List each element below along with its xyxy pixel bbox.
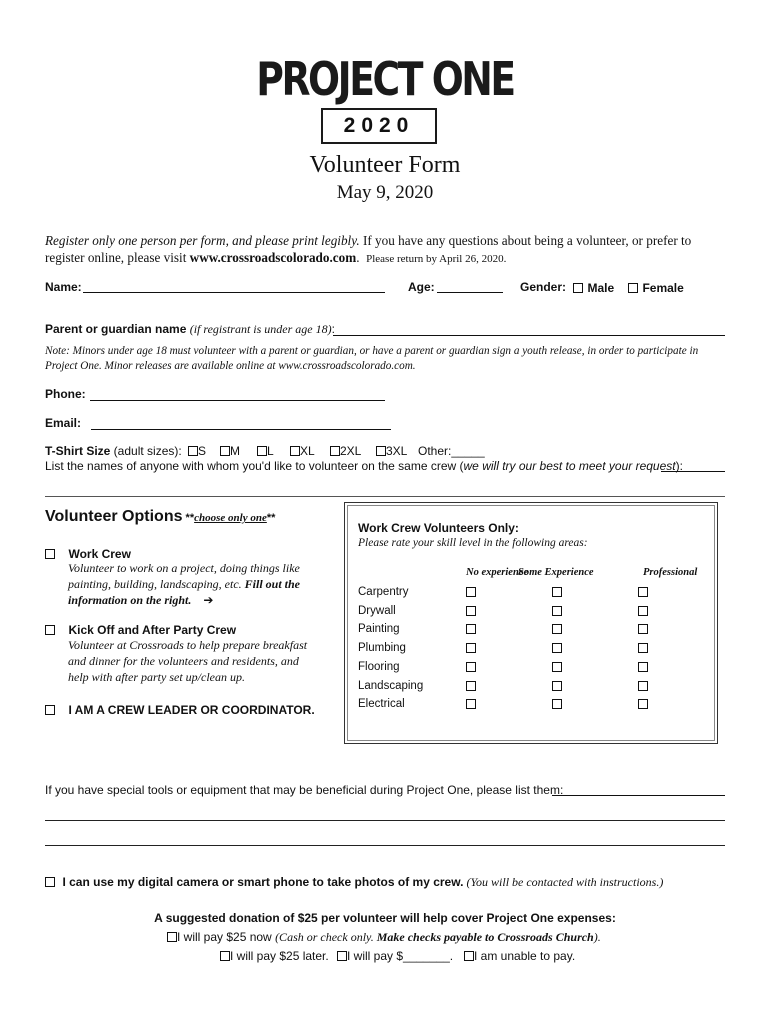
leader-option[interactable] — [45, 701, 315, 719]
age-label: Age: — [408, 280, 435, 294]
pay-later-option[interactable] — [220, 949, 329, 963]
intro-italic: Register only one person per form, and please print legibly. — [45, 233, 360, 248]
options-stars-end: ** — [266, 512, 276, 524]
event-date: May 9, 2020 — [336, 182, 434, 203]
list-names-field[interactable] — [661, 458, 725, 472]
male-checkbox[interactable] — [573, 283, 583, 293]
unable-to-pay-label: I am unable to pay. — [474, 949, 576, 963]
choose-one-text: choose only one — [194, 512, 267, 524]
pay-later-checkbox[interactable] — [220, 951, 230, 961]
size-3xl-checkbox[interactable] — [376, 446, 386, 456]
leader-label: I AM A CREW LEADER OR COORDINATOR. — [68, 703, 315, 717]
return-note: Please return by April 26, 2020. — [366, 253, 507, 265]
website-link[interactable]: www.crossroadscolorado.com — [189, 250, 357, 265]
kickoff-checkbox[interactable] — [45, 625, 55, 635]
size-m-checkbox[interactable] — [220, 446, 230, 456]
male-label: Male — [587, 281, 615, 295]
camera-checkbox[interactable] — [45, 877, 55, 887]
parent-field[interactable] — [333, 321, 725, 336]
size-2xl-option[interactable] — [330, 444, 361, 458]
email-label: Email: — [45, 416, 82, 430]
skill-label-plumbing: Plumbing — [358, 642, 406, 655]
tools-field-1[interactable] — [552, 781, 725, 796]
skill-carpentry-some-experience-checkbox[interactable] — [552, 587, 562, 597]
intro-period: . — [356, 250, 360, 265]
size-s-checkbox[interactable] — [188, 446, 198, 456]
donation-heading: A suggested donation of $25 per volunteer will help cover Project One expenses: — [154, 911, 616, 925]
tools-label: If you have special tools or equipment that may be beneficial during Project One, please list them: — [45, 783, 564, 797]
unable-to-pay-option[interactable] — [464, 949, 575, 963]
list-names-end: ): — [675, 459, 683, 473]
parent-label: Parent or guardian name — [45, 322, 187, 336]
size-xl-option[interactable] — [290, 444, 315, 458]
parent-colon: : — [331, 322, 335, 336]
skill-landscaping-professional-checkbox[interactable] — [638, 681, 648, 691]
name-label: Name: — [45, 280, 82, 294]
email-field[interactable] — [91, 415, 391, 430]
skill-landscaping-no-experience-checkbox[interactable] — [466, 681, 476, 691]
size-m-label: M — [230, 444, 240, 458]
female-checkbox[interactable] — [628, 283, 638, 293]
work-crew-checkbox[interactable] — [45, 549, 55, 559]
skill-flooring-some-experience-checkbox[interactable] — [552, 662, 562, 672]
project-one-logo: PROJECT ONE — [256, 52, 514, 106]
skill-label-drywall: Drywall — [358, 604, 396, 617]
skill-plumbing-some-experience-checkbox[interactable] — [552, 643, 562, 653]
skill-electrical-professional-checkbox[interactable] — [638, 699, 648, 709]
name-field[interactable] — [83, 278, 385, 293]
options-title: Volunteer Options — [45, 508, 183, 525]
skill-label-painting: Painting — [358, 623, 400, 636]
male-option[interactable] — [573, 279, 614, 297]
skill-plumbing-professional-checkbox[interactable] — [638, 643, 648, 653]
size-3xl-label: 3XL — [386, 444, 408, 458]
skill-electrical-some-experience-checkbox[interactable] — [552, 699, 562, 709]
tools-field-3[interactable] — [45, 845, 725, 846]
options-stars: ** — [182, 512, 195, 524]
col-some-experience: Some Experience — [518, 567, 594, 578]
camera-option[interactable] — [45, 873, 663, 891]
work-crew-instruction: Fill out the information on the right. — [68, 577, 301, 607]
camera-label: I can use my digital camera or smart phone to take photos of my crew. — [62, 875, 464, 889]
arrow-right-icon: ➔ — [203, 593, 214, 607]
work-crew-description — [68, 560, 313, 608]
skill-painting-no-experience-checkbox[interactable] — [466, 624, 476, 634]
list-names-text: List the names of anyone with whom you'd like to volunteer on the same crew ( — [45, 459, 464, 473]
skill-carpentry-no-experience-checkbox[interactable] — [466, 587, 476, 597]
size-s-label: S — [198, 444, 207, 458]
skill-drywall-some-experience-checkbox[interactable] — [552, 606, 562, 616]
size-l-checkbox[interactable] — [257, 446, 267, 456]
size-xl-label: XL — [300, 444, 315, 458]
work-crew-label: Work Crew — [68, 547, 131, 561]
col-professional: Professional — [643, 567, 698, 578]
size-2xl-checkbox[interactable] — [330, 446, 340, 456]
female-option[interactable] — [628, 279, 684, 297]
intro-text: If you have any questions about being a volunteer, or prefer to register online, please visit — [45, 233, 692, 265]
parent-hint: (if registrant is under age 18) — [189, 322, 332, 336]
age-field[interactable] — [437, 278, 503, 293]
crew-panel-title: Work Crew Volunteers Only: — [358, 521, 519, 535]
skill-label-electrical: Electrical — [358, 698, 405, 711]
list-names-italic: we will try our best to meet your request — [463, 459, 676, 473]
skill-drywall-no-experience-checkbox[interactable] — [466, 606, 476, 616]
size-m-option[interactable] — [220, 444, 240, 458]
size-other-label[interactable]: Other:_____ — [418, 444, 485, 458]
skill-flooring-no-experience-checkbox[interactable] — [466, 662, 476, 672]
camera-note: (You will be contacted with instructions.) — [463, 875, 664, 889]
size-xl-checkbox[interactable] — [290, 446, 300, 456]
list-names-row — [45, 459, 683, 473]
tshirt-label: T-Shirt Size — [45, 444, 111, 458]
size-s-option[interactable] — [188, 444, 206, 458]
size-2xl-label: 2XL — [340, 444, 362, 458]
pay-now-payable: Make checks payable to Crossroads Church — [376, 930, 594, 944]
pay-amount-option[interactable] — [337, 949, 453, 963]
pay-now-option[interactable] — [167, 930, 601, 945]
size-3xl-option[interactable] — [376, 444, 407, 458]
pay-amount-checkbox[interactable] — [337, 951, 347, 961]
skill-painting-some-experience-checkbox[interactable] — [552, 624, 562, 634]
skill-drywall-professional-checkbox[interactable] — [638, 606, 648, 616]
skill-landscaping-some-experience-checkbox[interactable] — [552, 681, 562, 691]
pay-now-end: ). — [593, 930, 601, 944]
leader-checkbox[interactable] — [45, 705, 55, 715]
skill-flooring-professional-checkbox[interactable] — [638, 662, 648, 672]
skill-electrical-no-experience-checkbox[interactable] — [466, 699, 476, 709]
phone-field[interactable] — [90, 386, 385, 401]
options-heading — [45, 508, 275, 526]
kickoff-description: Volunteer at Crossroads to help prepare breakfast and dinner for the volunteers and residents, and help with after party set up/clean up. — [68, 638, 308, 684]
section-divider — [45, 496, 725, 497]
size-l-label: L — [267, 444, 274, 458]
pay-now-cash-note: (Cash or check only. — [275, 930, 377, 944]
skill-label-carpentry: Carpentry — [358, 586, 409, 598]
crew-panel-subtitle: Please rate your skill level in the following areas: — [358, 537, 588, 549]
unable-to-pay-checkbox[interactable] — [464, 951, 474, 961]
pay-amount-label: I will pay $_______. — [347, 949, 454, 963]
skill-plumbing-no-experience-checkbox[interactable] — [466, 643, 476, 653]
skill-carpentry-professional-checkbox[interactable] — [638, 587, 648, 597]
tools-field-2[interactable] — [45, 820, 725, 821]
skill-painting-professional-checkbox[interactable] — [638, 624, 648, 634]
skill-label-landscaping: Landscaping — [358, 679, 424, 692]
intro-paragraph — [45, 232, 725, 268]
female-label: Female — [642, 281, 684, 295]
tshirt-hint: (adult sizes): — [110, 444, 182, 458]
pay-later-label: I will pay $25 later. — [230, 949, 329, 963]
pay-now-label: I will pay $25 now — [177, 930, 276, 944]
tshirt-row — [45, 444, 182, 458]
minor-note: Note: Minors under age 18 must volunteer with a parent or guardian, or have a parent or guardian sign a youth release, in order to participate in Project One. Minor releases are available online at www.crossroadscolorado.com. — [45, 345, 699, 372]
gender-label: Gender: — [520, 280, 567, 294]
size-l-option[interactable] — [257, 444, 274, 458]
phone-label: Phone: — [45, 387, 86, 401]
form-title: Volunteer Form — [309, 152, 461, 178]
pay-now-checkbox[interactable] — [167, 932, 177, 942]
col-no-experience: No experience — [466, 567, 529, 578]
year-box: 2020 — [321, 108, 437, 144]
kickoff-label: Kick Off and After Party Crew — [68, 623, 237, 637]
skill-label-flooring: Flooring — [358, 660, 400, 673]
parent-label-row — [45, 322, 335, 337]
work-crew-desc-text: Volunteer to work on a project, doing things like painting, building, landscaping, etc. — [68, 561, 300, 591]
